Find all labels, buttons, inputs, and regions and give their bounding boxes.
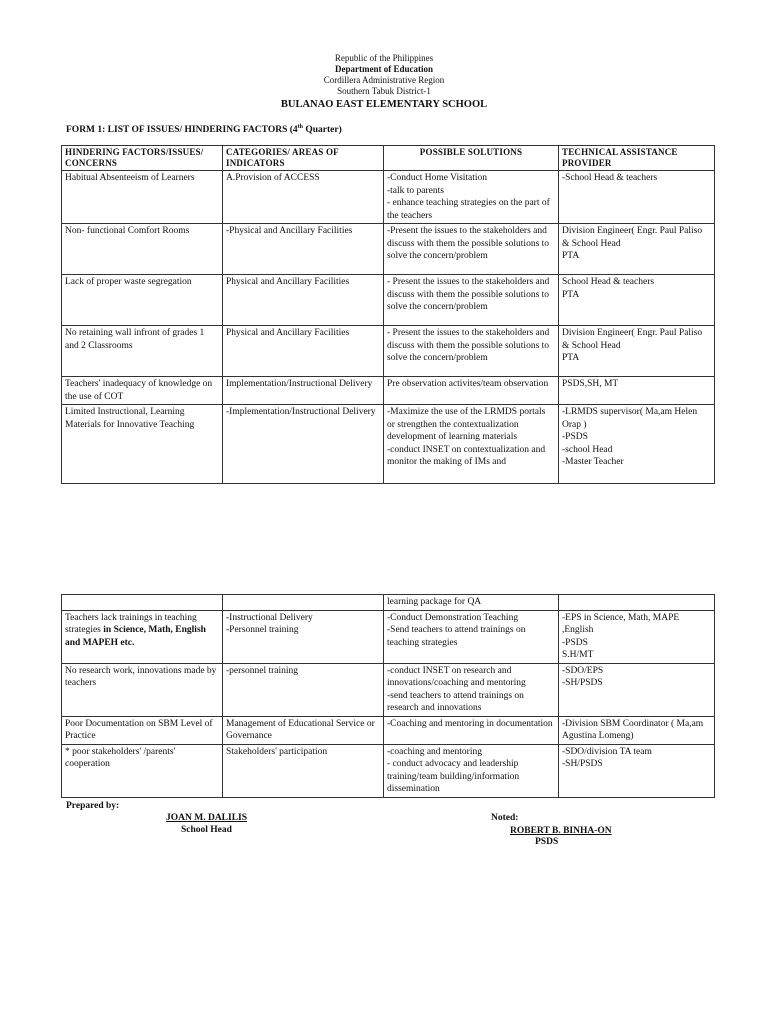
issue-text-bold: in Science, Math, English and MAPEH etc. (65, 625, 206, 648)
issue-cell: No retaining wall infront of grades 1 and 2 Classrooms (62, 326, 223, 377)
issue-cell: Lack of proper waste segregation (62, 275, 223, 326)
document-header (0, 53, 768, 112)
provider-cell (559, 595, 715, 611)
noted-by-title: PSDS (535, 837, 559, 847)
category-cell: Physical and Ancillary Facilities (223, 275, 384, 326)
category-line: -Instructional Delivery (226, 612, 313, 623)
header-department: Department of Education (335, 64, 433, 74)
solution-line: - conduct advocacy and leadership training/team building/information dissemination (387, 759, 520, 794)
category-cell (223, 595, 384, 611)
provider-line: -SH/PSDS (562, 759, 603, 769)
solution-line: - enhance teaching strategies on the part of the teachers (387, 198, 550, 221)
category-cell (223, 610, 384, 663)
solution-cell (384, 405, 559, 484)
table-row (62, 275, 715, 326)
column-header-hindering-factors: HINDERING FACTORS/ISSUES/ CONCERNS (62, 146, 223, 171)
category-cell: A.Provision of ACCESS (223, 171, 384, 224)
provider-line: -PSDS (562, 637, 588, 648)
provider-cell: -School Head & teachers (559, 171, 715, 224)
form-title (66, 124, 342, 136)
prepared-by-label: Prepared by: (66, 801, 120, 811)
solution-line: -conduct INSET on research and innovations/coaching and mentoring (387, 665, 526, 688)
provider-line: -PSDS (562, 432, 588, 442)
provider-line: Division Engineer( Engr. Paul Paliso & School Head (562, 226, 703, 249)
solution-cell: Pre observation activites/team observation (384, 377, 559, 405)
solution-cell (384, 663, 559, 716)
provider-line: Division Engineer( Engr. Paul Paliso & School Head (562, 328, 703, 351)
solution-cell: -Coaching and mentoring in documentation (384, 716, 559, 744)
provider-line: -Master Teacher (562, 457, 624, 467)
issue-cell: Non- functional Comfort Rooms (62, 224, 223, 275)
header-republic: Republic of the Philippines (334, 53, 434, 63)
provider-cell: -Division SBM Coordinator ( Ma,am Agustina Lomeng) (559, 716, 715, 744)
solution-cell: learning package for QA (384, 595, 559, 611)
noted-by-name: ROBERT B. BINHA-ON (510, 826, 612, 836)
issues-table-page2 (61, 594, 715, 798)
solution-cell: -Present the issues to the stakeholders and discuss with them the possible solutions to solve the concern/problem (384, 224, 559, 275)
table-header-row (62, 146, 715, 171)
solution-line: -conduct INSET on contextualization and monitor the making of IMs and (387, 444, 546, 467)
provider-cell (559, 744, 715, 797)
category-cell: -Implementation/Instructional Delivery (223, 405, 384, 484)
solution-line: -talk to parents (387, 185, 444, 196)
issue-cell: Poor Documentation on SBM Level of Practice (62, 716, 223, 744)
table-row (62, 716, 715, 744)
provider-line: -school Head (562, 444, 613, 455)
provider-cell (559, 326, 715, 377)
provider-line: -SH/PSDS (562, 678, 603, 688)
prepared-by-title: School Head (181, 825, 232, 835)
table-row (62, 224, 715, 275)
provider-cell (559, 275, 715, 326)
form-title-sup: th (297, 123, 303, 130)
provider-cell (559, 405, 715, 484)
solution-line: -Send teachers to attend trainings on teaching strategies (387, 625, 526, 648)
noted-label: Noted: (491, 813, 519, 823)
column-header-possible-solutions: POSSIBLE SOLUTIONS (384, 146, 559, 171)
table-row (62, 171, 715, 224)
provider-line: -EPS in Science, Math, MAPE ,English (562, 612, 680, 635)
form-title-suffix: Quarter) (303, 125, 342, 135)
issues-table-page1 (61, 145, 715, 484)
solution-line: -Maximize the use of the LRMDS portals or strengthen the contextualization development of learning materials (387, 407, 546, 442)
table-row (62, 326, 715, 377)
header-district: Southern Tabuk District-1 (337, 86, 431, 96)
table-row (62, 744, 715, 797)
provider-line: PTA (562, 289, 580, 300)
issue-cell: Habitual Absenteeism of Learners (62, 171, 223, 224)
provider-cell (559, 224, 715, 275)
category-cell: Stakeholders' participation (223, 744, 384, 797)
provider-line: PTA (562, 251, 580, 261)
table-row (62, 377, 715, 405)
solution-line: -Conduct Demonstration Teaching (387, 612, 519, 623)
header-school-name: BULANAO EAST ELEMENTARY SCHOOL (280, 99, 488, 110)
table-row (62, 405, 715, 484)
solution-cell (384, 610, 559, 663)
form-title-prefix: FORM 1: LIST OF ISSUES/ HINDERING FACTORS (4 (66, 125, 298, 135)
issue-cell: * poor stakeholders' /parents' cooperation (62, 744, 223, 797)
solution-line: -Conduct Home Visitation (387, 173, 488, 183)
table-row (62, 595, 715, 611)
table-row (62, 610, 715, 663)
column-header-ta-provider: TECHNICAL ASSISTANCE PROVIDER (559, 146, 715, 171)
solution-cell: - Present the issues to the stakeholders and discuss with them the possible solutions to solve the concern/problem (384, 275, 559, 326)
provider-line: PTA (562, 353, 580, 363)
issue-cell: Limited Instructional, Learning Materials for Innovative Teaching (62, 405, 223, 484)
provider-line: -SDO/EPS (562, 665, 604, 676)
solution-cell (384, 171, 559, 224)
provider-line: School Head & teachers (562, 277, 655, 287)
provider-cell (559, 610, 715, 663)
provider-line: -SDO/division TA team (562, 746, 652, 757)
issue-cell (62, 595, 223, 611)
category-cell: -Physical and Ancillary Facilities (223, 224, 384, 275)
solution-cell (384, 744, 559, 797)
category-cell: -personnel training (223, 663, 384, 716)
solution-line: -send teachers to attend trainings on research and innovations (387, 690, 524, 713)
issue-text: Teachers lack trainings in teaching strategies (65, 612, 197, 635)
header-region: Cordillera Administrative Region (323, 75, 445, 85)
provider-cell: PSDS,SH, MT (559, 377, 715, 405)
provider-line: -LRMDS supervisor( Ma,am Helen Orap ) (562, 407, 698, 430)
provider-line: S.H/MT (562, 650, 594, 660)
category-cell: Implementation/Instructional Delivery (223, 377, 384, 405)
category-line: -Personnel training (226, 625, 299, 635)
solution-cell: - Present the issues to the stakeholders and discuss with them the possible solutions to solve the concern/problem (384, 326, 559, 377)
category-cell: Management of Educational Service or Governance (223, 716, 384, 744)
category-cell: Physical and Ancillary Facilities (223, 326, 384, 377)
column-header-categories: CATEGORIES/ AREAS OF INDICATORS (223, 146, 384, 171)
prepared-by-name: JOAN M. DALILIS (166, 813, 248, 823)
issue-cell (62, 610, 223, 663)
issue-cell: Teachers' inadequacy of knowledge on the use of COT (62, 377, 223, 405)
issue-cell: No research work, innovations made by teachers (62, 663, 223, 716)
table-row (62, 663, 715, 716)
solution-line: -coaching and mentoring (387, 746, 482, 757)
provider-cell (559, 663, 715, 716)
